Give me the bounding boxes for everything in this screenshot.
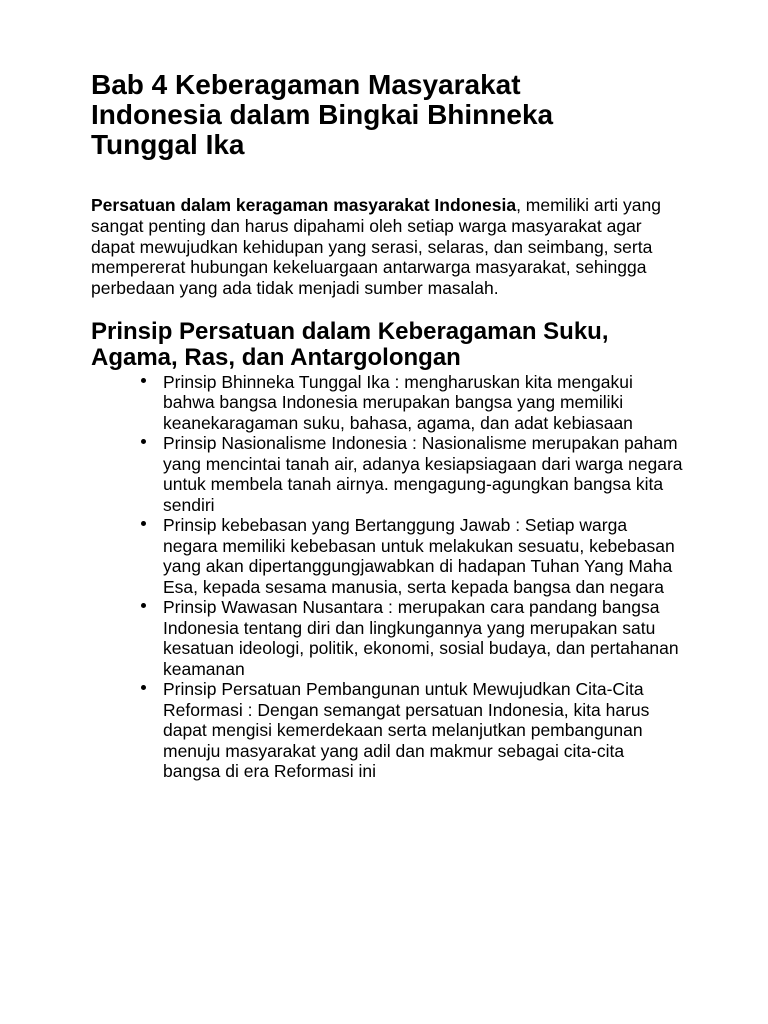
principles-list bbox=[91, 372, 691, 782]
bullet-icon bbox=[141, 439, 146, 444]
section-heading: Prinsip Persatuan dalam Keberagaman Suku, Agama, Ras, dan Antargolongan bbox=[91, 317, 609, 371]
document-page bbox=[91, 70, 691, 782]
list-item bbox=[91, 679, 683, 782]
bullet-icon bbox=[141, 685, 146, 690]
list-item-text: Prinsip Bhinneka Tunggal Ika : mengharuskan kita mengakui bahwa bangsa Indonesia merupakan bangsa yang memiliki keanekaragaman suku, bahasa, agama, dan adat kebiasaan bbox=[163, 371, 633, 433]
list-item-text: Prinsip Wawasan Nusantara : merupakan cara pandang bangsa Indonesia tentang diri dan lingkungannya yang merupakan satu kesatuan ideologi, politik, ekonomi, sosial budaya, dan pertahanan keamanan bbox=[163, 597, 679, 679]
intro-text: , memiliki arti yang sangat penting dan harus dipahami oleh setiap warga masyarakat agar dapat mewujudkan kehidupan yang serasi, selaras, dan seimbang, serta mempererat hubungan kekeluargaan antarwarga masyarakat, sehingga perbedaan yang ada tidak menjadi sumber masalah. bbox=[91, 195, 661, 299]
bullet-icon bbox=[141, 603, 146, 608]
list-item-text: Prinsip Persatuan Pembangunan untuk Mewujudkan Cita-Cita Reformasi : Dengan semangat persatuan Indonesia, kita harus dapat mengisi kemerdekaan serta melanjutkan pembangunan menuju masyarakat yang adil dan makmur sebagai cita-cita bangsa di era Reformasi ini bbox=[163, 679, 650, 782]
bullet-icon bbox=[141, 378, 146, 383]
list-item-text: Prinsip kebebasan yang Bertanggung Jawab : Setiap warga negara memiliki kebebasan untuk melakukan sesuatu, kebebasan yang akan dipertanggungjawabkan di hadapan Tuhan Yang Maha Esa, kepada sesama manusia, serta kepada bangsa dan negara bbox=[163, 515, 675, 597]
document-title: Bab 4 Keberagaman Masyarakat Indonesia dalam Bingkai Bhinneka Tunggal Ika bbox=[91, 69, 554, 160]
list-item bbox=[91, 372, 683, 434]
list-item bbox=[91, 515, 683, 597]
list-item bbox=[91, 433, 683, 515]
list-item bbox=[91, 597, 683, 679]
list-item-text: Prinsip Nasionalisme Indonesia : Nasionalisme merupakan paham yang mencintai tanah air, adanya kesiapsiagaan dari warga negara untuk membela tanah airnya. mengagung-agungkan bangsa kita sendiri bbox=[163, 433, 683, 515]
bullet-icon bbox=[141, 521, 146, 526]
intro-paragraph bbox=[91, 195, 671, 299]
intro-bold-phrase: Persatuan dalam keragaman masyarakat Indonesia bbox=[91, 195, 517, 215]
